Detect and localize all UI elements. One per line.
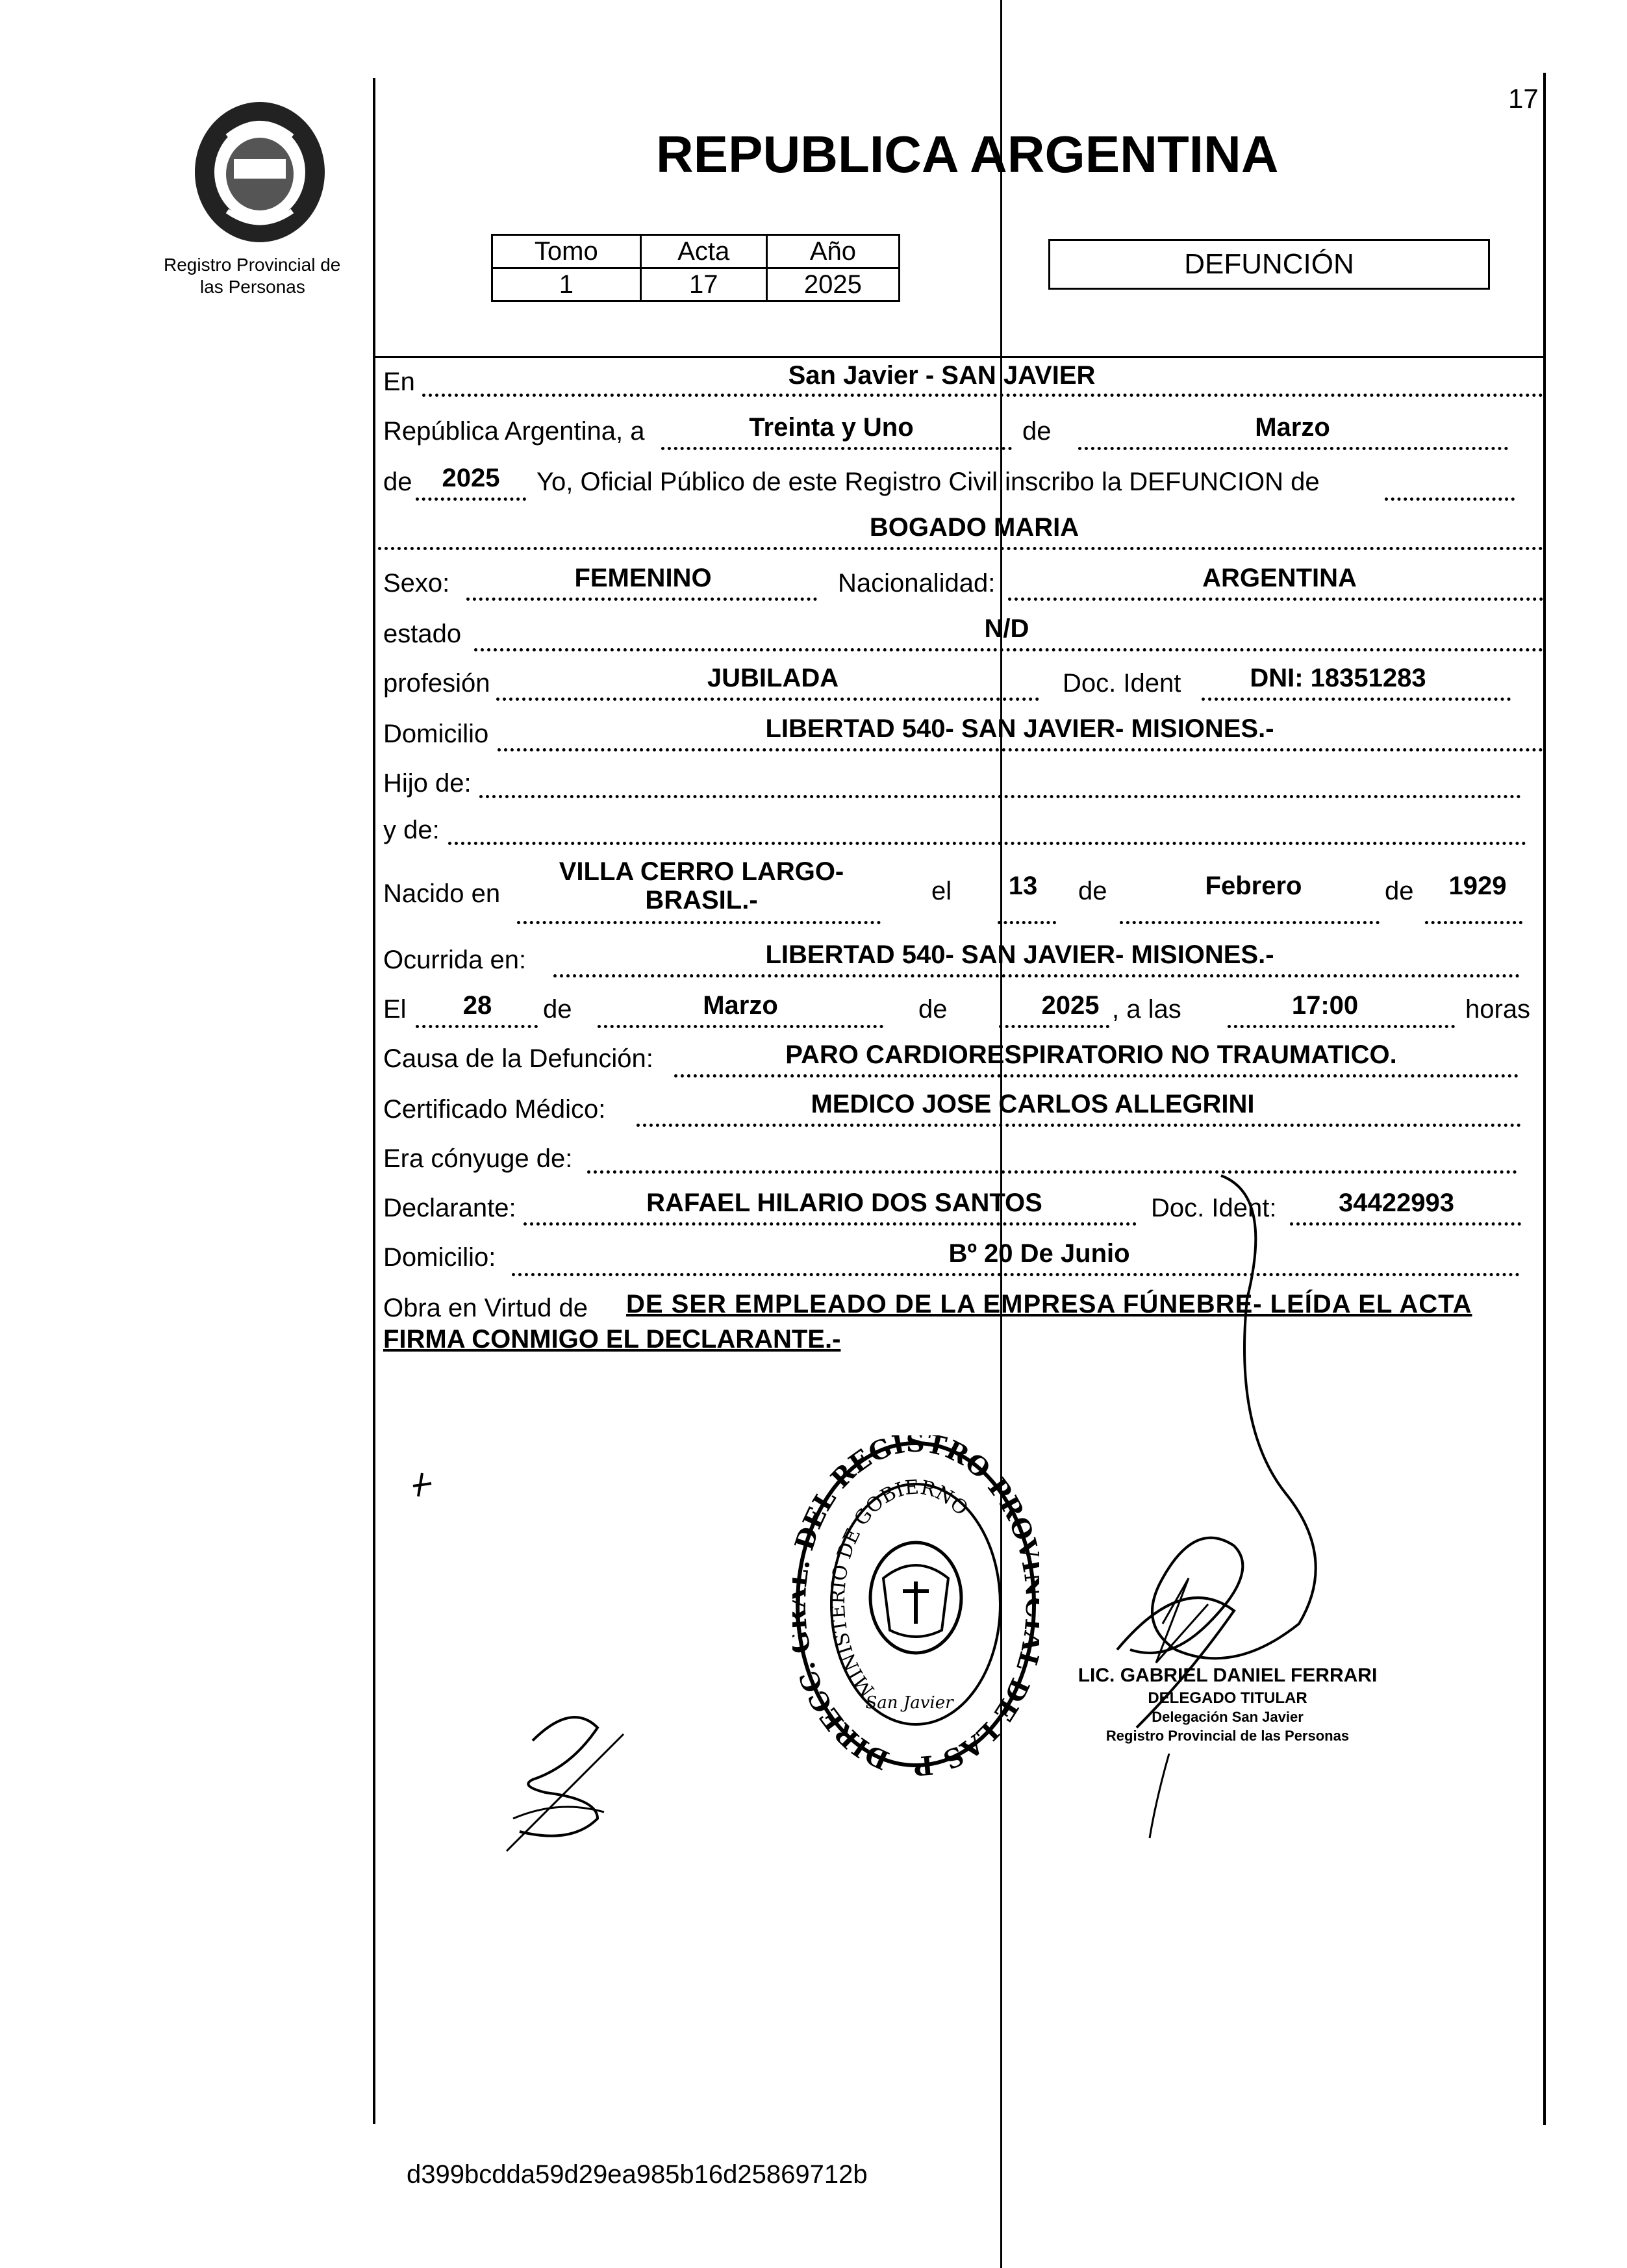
birth-month-dots: [1120, 921, 1380, 924]
causa-value: PARO CARDIORESPIRATORIO NO TRAUMATICO.: [785, 1040, 1397, 1069]
certificado-value: MEDICO JOSE CARLOS ALLEGRINI: [811, 1090, 1255, 1118]
stamp-title: DELEGADO TITULAR: [1148, 1689, 1307, 1707]
place-dots: [422, 394, 1543, 397]
ocurrida-value: LIBERTAD 540- SAN JAVIER- MISIONES.-: [765, 940, 1274, 969]
table-value-tomo: 1: [492, 268, 641, 301]
year-dots: [416, 498, 526, 501]
nacionalidad-value: ARGENTINA: [1202, 564, 1357, 592]
fold-line: [1000, 0, 1002, 2268]
nacido-value-line1: VILLA CERRO LARGO-: [559, 857, 844, 886]
el-label: el: [931, 877, 952, 905]
obra-label: Obra en Virtud de: [383, 1294, 588, 1322]
de-label-2: de: [383, 468, 412, 496]
estado-label: estado: [383, 620, 462, 648]
de-label-3: de: [1078, 877, 1107, 905]
domicilio-value: LIBERTAD 540- SAN JAVIER- MISIONES.-: [765, 714, 1274, 743]
domicilio-label: Domicilio: [383, 720, 489, 748]
el-cap-label: El: [383, 995, 407, 1024]
doc-dots: [1202, 698, 1511, 701]
seal-city: San Javier: [865, 1693, 953, 1713]
nacido-dots: [517, 921, 881, 924]
registry-name-line1: Registro Provincial de: [164, 255, 341, 275]
page-number: 17: [1508, 83, 1539, 114]
certificado-label: Certificado Médico:: [383, 1095, 606, 1124]
table-value-anio: 2025: [766, 268, 899, 301]
birth-day-value: 13: [1008, 872, 1038, 900]
doc-label: Doc. Ident: [1063, 669, 1181, 698]
form-top-line: [375, 356, 1543, 358]
death-year-dots: [999, 1025, 1109, 1028]
death-day-value: 28: [462, 991, 492, 1020]
act-type-label: DEFUNCIÓN: [1184, 248, 1354, 280]
right-border-line: [1543, 73, 1546, 2125]
seal-inner-text: MINISTERIO DE GOBIERNO: [826, 1476, 973, 1701]
stamp-delegation: Delegación San Javier: [1152, 1709, 1304, 1726]
yde-dots: [448, 842, 1526, 845]
profesion-label: profesión: [383, 669, 490, 698]
alas-label: , a las: [1112, 995, 1181, 1024]
de-label-6: de: [918, 995, 948, 1024]
stamp-registry: Registro Provincial de las Personas: [1105, 1727, 1350, 1744]
de-label-1: de: [1022, 417, 1052, 446]
death-day-dots: [416, 1025, 538, 1028]
ocurrida-label: Ocurrida en:: [383, 946, 527, 974]
profesion-value: JUBILADA: [707, 664, 839, 692]
registry-table: [491, 234, 900, 302]
declarante-doc-value: 34422993: [1339, 1189, 1454, 1217]
estado-value: N/D: [984, 614, 1029, 643]
de-label-5: de: [543, 995, 572, 1024]
obra-value-line2: FIRMA CONMIGO EL DECLARANTE.-: [383, 1325, 841, 1354]
declarante-value: RAFAEL HILARIO DOS SANTOS: [646, 1189, 1042, 1217]
svg-text:MINISTERIO DE GOBIERNO: [827, 1476, 972, 1700]
name-dots: [378, 547, 1543, 550]
month-value: Marzo: [1255, 413, 1330, 442]
table-value-acta: 17: [640, 268, 766, 301]
profesion-dots: [496, 698, 1039, 701]
causa-label: Causa de la Defunción:: [383, 1044, 653, 1073]
birth-year-value: 1929: [1448, 872, 1507, 900]
certificado-dots: [637, 1124, 1521, 1127]
act-type-box: [1048, 239, 1490, 290]
official-seal: [792, 1435, 1039, 1780]
en-label: En: [383, 368, 415, 396]
left-border-line: [373, 78, 375, 2124]
day-dots: [661, 447, 1012, 450]
table-header-acta: Acta: [640, 235, 766, 268]
official-stamp: [1065, 1663, 1390, 1745]
yde-label: y de:: [383, 816, 440, 844]
year-value: 2025: [442, 464, 500, 492]
nacionalidad-label: Nacionalidad:: [838, 569, 996, 598]
death-month-dots: [598, 1025, 883, 1028]
day-text-value: Treinta y Uno: [749, 413, 914, 442]
hour-value: 17:00: [1291, 991, 1359, 1020]
domicilio-dots: [498, 748, 1543, 751]
small-mark: [409, 1472, 435, 1498]
declarant-signature: [494, 1689, 650, 1858]
document-hash: d399bcdda59d29ea985b16d25869712b: [407, 2160, 868, 2189]
sexo-dots: [466, 598, 817, 601]
domicilio2-value: Bº 20 De Junio: [948, 1239, 1130, 1268]
hijo-dots: [479, 795, 1521, 798]
death-year-value: 2025: [1041, 991, 1100, 1020]
registry-name-line2: las Personas: [200, 277, 305, 297]
birth-month-value: Febrero: [1205, 872, 1302, 900]
month-dots: [1078, 447, 1508, 450]
hijo-label: Hijo de:: [383, 769, 472, 798]
republica-label: República Argentina, a: [383, 417, 645, 446]
sexo-value: FEMENINO: [574, 564, 712, 592]
birth-year-dots: [1425, 921, 1522, 924]
nacido-value-line2: BRASIL.-: [645, 886, 758, 914]
causa-dots: [674, 1074, 1519, 1077]
death-month-value: Marzo: [703, 991, 778, 1020]
nacionalidad-dots: [1008, 598, 1543, 601]
doc-ident-label: Doc. Ident:: [1151, 1194, 1277, 1222]
inscribo-text: Yo, Oficial Público de este Registro Civil inscribo la DEFUNCION de: [536, 468, 1320, 496]
obra-value-line1: DE SER EMPLEADO DE LA EMPRESA FÚNEBRE- LEÍDA EL ACTA: [626, 1290, 1472, 1318]
horas-label: horas: [1465, 995, 1531, 1024]
deceased-name: BOGADO MARIA: [869, 513, 1079, 542]
seal-outer-text: DIRECC. DEL REGISTRO PRO DE LAS P: [792, 1435, 1039, 1780]
sexo-label: Sexo:: [383, 569, 450, 598]
domicilio2-label: Domicilio:: [383, 1243, 496, 1272]
birth-day-dots: [998, 921, 1056, 924]
inscribo-dots: [1385, 498, 1515, 501]
ocurrida-dots: [553, 974, 1520, 977]
doc-value: DNI: 18351283: [1250, 664, 1426, 692]
province-logo: [188, 97, 331, 247]
place-value: San Javier - SAN JAVIER: [788, 361, 1096, 390]
nacido-label: Nacido en: [383, 879, 501, 908]
de-label-4: de: [1385, 877, 1414, 905]
estado-dots: [474, 648, 1543, 651]
stamp-name: LIC. GABRIEL DANIEL FERRARI: [1078, 1665, 1378, 1686]
conyuge-label: Era cónyuge de:: [383, 1144, 573, 1173]
table-header-tomo: Tomo: [492, 235, 641, 268]
hour-dots: [1228, 1025, 1455, 1028]
declarante-label: Declarante:: [383, 1194, 516, 1222]
page-title: REPUBLICA ARGENTINA: [656, 125, 1279, 183]
table-header-anio: Año: [766, 235, 899, 268]
